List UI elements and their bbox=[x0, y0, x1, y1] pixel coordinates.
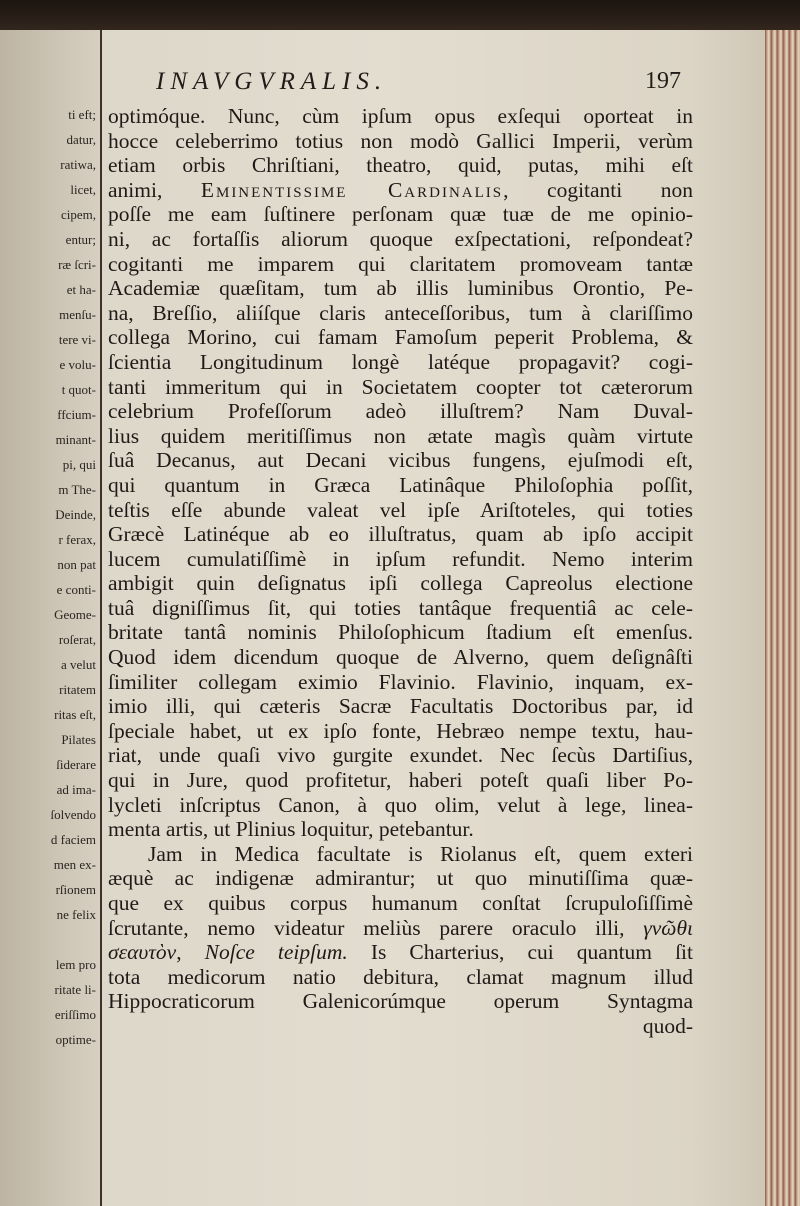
margin-fragment: non pat bbox=[57, 557, 96, 572]
margin-fragment: roſerat, bbox=[58, 632, 96, 647]
text-line: optimóque. Nunc, cùm ipſum opus exſequi oporteat in bbox=[108, 104, 693, 128]
text-line: ſuâ Decanus, aut Decani vicibus fungens, ejuſmodi eſt, bbox=[108, 448, 693, 473]
text-line: teſtis eſſe abunde valeat vel ipſe Ariſtoteles, qui toties bbox=[108, 497, 693, 522]
text-line: lius quidem meritiſſimus non ætate magìs quàm virtute bbox=[108, 423, 693, 448]
text-span: Is Charterius, cui quantum ſit bbox=[347, 940, 694, 965]
body-text bbox=[108, 104, 693, 1039]
margin-fragment: tere vi- bbox=[58, 332, 96, 347]
text-line: Græcè Latinéque ab eo illuſtratus, quam ab ipſo accipit bbox=[108, 522, 693, 547]
margin-fragment: entur; bbox=[65, 232, 96, 247]
text-line: Quod idem dicendum quoque de Alverno, quem deſignâſti bbox=[108, 645, 693, 670]
text-span: , bbox=[176, 940, 205, 965]
text-line: imio illi, qui cæteris Sacræ Facultatis Doctoribus par, id bbox=[108, 694, 693, 719]
text-line: quod- bbox=[642, 1013, 693, 1038]
margin-fragment: ritatem bbox=[59, 682, 96, 697]
margin-fragment: Deinde, bbox=[55, 507, 96, 522]
margin-fragment: men ex- bbox=[53, 857, 96, 872]
text-line: qui in Jure, quod profitetur, haberi poteſt quaſi liber Po- bbox=[108, 768, 693, 793]
text-span: animi, bbox=[108, 177, 201, 202]
text-line: cogitanti me imparem qui claritatem promoveam tantæ bbox=[108, 251, 693, 276]
text-span: σεαυτὸν bbox=[108, 940, 177, 965]
margin-fragment: ratiwa, bbox=[60, 157, 96, 172]
text-line: que ex quibus corpus humanum conſtat ſcrupuloſiſſimè bbox=[108, 891, 693, 915]
text-span: γνῶθι bbox=[643, 915, 693, 940]
margin-fragment: d faciem bbox=[50, 832, 96, 847]
text-line: etiam orbis Chriſtiani, theatro, quid, putas, mihi eſt bbox=[108, 153, 693, 178]
text-line: qui quantum in Græca Latinâque Philoſophia poſſit, bbox=[108, 472, 693, 497]
margin-fragment: licet, bbox=[70, 182, 96, 197]
margin-fragment: Pilates bbox=[61, 732, 96, 747]
text-line: britate tantâ nominis Philoſophicum ſtadium eſt emenſus. bbox=[108, 620, 693, 645]
margin-fragment: lem pro bbox=[55, 957, 96, 972]
margin-fragment: a velut bbox=[60, 657, 96, 672]
text-span: Eminentissime Cardinalis bbox=[200, 177, 504, 202]
margin-fragment: m The- bbox=[58, 482, 96, 497]
text-line: Academiæ quæſitam, tum ab illis luminibus Orontio, Pe- bbox=[108, 276, 693, 301]
text-line: ſcientia Longitudinum longè latéque propagavit? cogi- bbox=[108, 349, 693, 374]
margin-fragment: e conti- bbox=[56, 582, 96, 597]
text-line: Jam in Medica facultate is Riolanus eſt, quem exteri bbox=[148, 841, 693, 866]
margin-fragment bbox=[4, 927, 96, 952]
margin-fragment: menſu- bbox=[59, 307, 96, 322]
text-span: , cogitanti non bbox=[503, 177, 694, 202]
page-edges bbox=[765, 30, 800, 1206]
margin-fragment: ritas eſt, bbox=[54, 707, 96, 722]
text-line bbox=[108, 916, 693, 941]
page-number: 197 bbox=[645, 68, 681, 94]
previous-page-fragments bbox=[4, 102, 96, 1052]
margin-fragment: rſionem bbox=[55, 882, 96, 897]
text-span: Noſce teipſum. bbox=[204, 940, 348, 965]
text-line: riat, unde quaſi vivo gurgite exundet. Nec ſecùs Dartiſius, bbox=[108, 743, 693, 768]
text-line: tanti immeritum qui in Societatem coopter tot cæterorum bbox=[108, 374, 693, 399]
margin-fragment: ne felix bbox=[56, 907, 96, 922]
margin-fragment: ti eft; bbox=[68, 107, 96, 122]
margin-fragment: ad ima- bbox=[56, 782, 96, 797]
margin-fragment: r ferax, bbox=[58, 532, 96, 547]
text-line: ambigit quin deſignatus ipſi collega Capreolus electione bbox=[108, 571, 693, 596]
margin-fragment: minant- bbox=[55, 432, 96, 447]
text-line: celebrium Profeſſorum adeò illuſtrem? Nam Duval- bbox=[108, 399, 693, 424]
text-line: collega Morino, cui famam Famoſum peperit Problema, & bbox=[108, 325, 693, 350]
margin-fragment: optime- bbox=[55, 1032, 96, 1047]
text-line: æquè ac indigenæ admirantur; ut quo minutiſſima quæ- bbox=[108, 866, 693, 891]
margin-fragment: t quot- bbox=[61, 382, 96, 397]
text-line: hocce celeberrimo totius non modò Gallici Imperii, verùm bbox=[108, 128, 693, 153]
margin-fragment: pi, qui bbox=[62, 457, 96, 472]
margin-fragment: datur, bbox=[66, 132, 96, 147]
margin-fragment: ritate li- bbox=[54, 982, 96, 997]
margin-fragment: eriſſimo bbox=[54, 1007, 96, 1022]
text-line bbox=[108, 940, 693, 965]
margin-fragment: ræ ſcri- bbox=[58, 257, 96, 272]
margin-fragment: Geome- bbox=[54, 607, 96, 622]
running-title: INAVGVRALIS. bbox=[156, 68, 388, 95]
text-line: lucem cumulatiſſimè in ipſum refundit. Nemo interim bbox=[108, 546, 693, 571]
margin-fragment: ffcium- bbox=[57, 407, 96, 422]
margin-fragment: cipem, bbox=[60, 207, 96, 222]
text-line: Hippocraticorum Galenicorúmque operum Syntagma bbox=[108, 989, 693, 1014]
text-line: ſimiliter collegam eximio Flavinio. Flavinio, inquam, ex- bbox=[108, 669, 693, 694]
text-span: ſcrutante, nemo videatur meliùs parere oraculo illi, bbox=[108, 915, 644, 940]
margin-fragment: et ha- bbox=[66, 282, 96, 297]
margin-fragment: e volu- bbox=[59, 357, 96, 372]
page-header bbox=[156, 68, 681, 98]
margin-fragment: ſiderare bbox=[56, 757, 96, 772]
text-line bbox=[108, 178, 693, 203]
text-line: ni, ac fortaſſis aliorum quoque exſpectationi, reſpondeat? bbox=[108, 226, 693, 251]
text-line: tota medicorum natio debitura, clamat magnum illud bbox=[108, 964, 693, 989]
text-line: ſpeciale habet, ut ex ipſo fonte, Hebræo nempe textu, hau- bbox=[108, 718, 693, 743]
text-line: tuâ digniſſimus ſit, qui toties tantâque frequentiâ ac cele- bbox=[108, 595, 693, 620]
margin-fragment: ſolvendo bbox=[50, 807, 96, 822]
text-line: na, Breſſio, aliíſque claris anteceſſoribus, tum à clariſſimo bbox=[108, 300, 693, 325]
text-line: lycleti inſcriptus Canon, à quo olim, velut à lege, linea- bbox=[108, 792, 693, 817]
text-line: poſſe me eam ſuſtinere perſonam quæ tuæ de me opinio- bbox=[108, 202, 693, 227]
text-line: menta artis, ut Plinius loquitur, petebantur. bbox=[108, 817, 474, 842]
